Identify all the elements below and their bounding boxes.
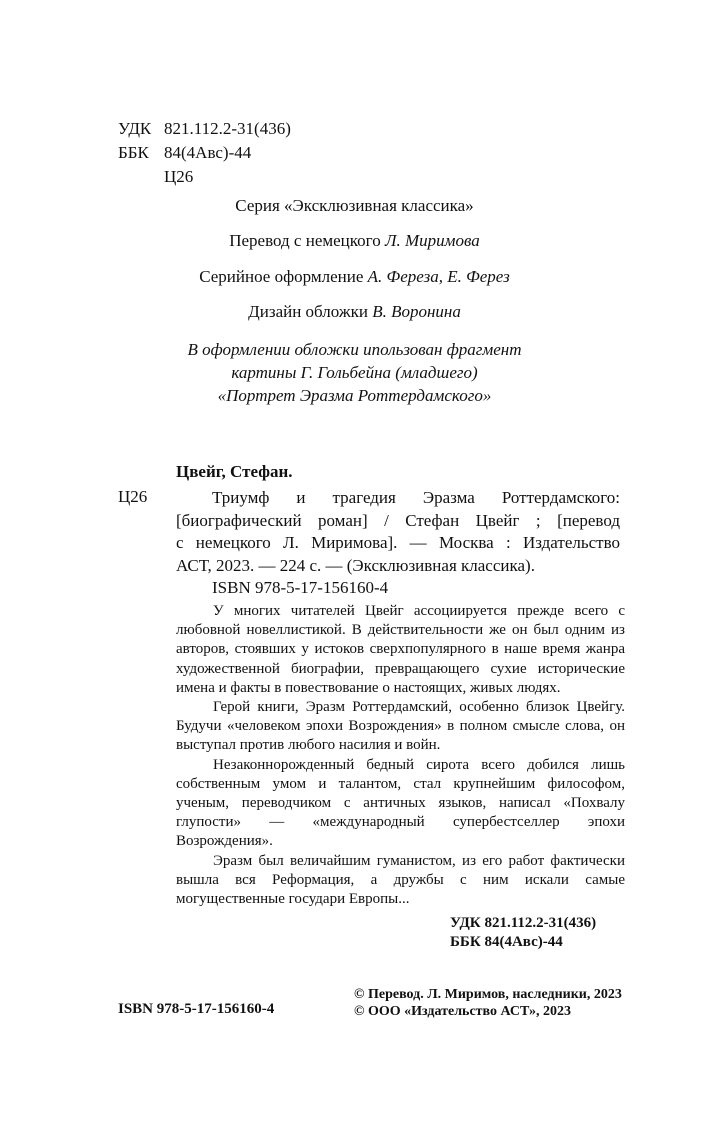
translator-name: Л. Миримова [384,231,480,250]
copyright-publisher: © ООО «Издательство АСТ», 2023 [354,1004,572,1019]
bibliographic-description: Триумф и трагедия Эразма Роттердамского: [биографический роман] / Стефан Цвейг ; [перевод с немецкого Л. Миримова]. — Москва : Издательство АСТ, 2023. — 224 с. — (Эксклюзивная классика). [176,488,620,575]
bbk-value: 84(4Авс)-44 [164,143,252,162]
cover-design-credit: Дизайн обложки В. Воронина [248,302,461,321]
annotation [176,602,625,909]
udk-label: УДК [118,119,152,138]
annotation-paragraph: У многих читателей Цвейг ассоциируется прежде всего с любовной новеллистикой. В действительности же он был одним из авторов, стоявших у истоков сверхпопулярного в наше время жанра художественной биографии, превращающего сухие исторические имена и факты в повествование о настоящих, живых людях. [176,603,625,696]
cover-note: В оформлении обложки ипользован фрагмент картины Г. Гольбейна (младшего) «Портрет Эразма Роттердамского» [187,340,522,405]
footer-bbk: ББК 84(4Авс)-44 [450,934,563,950]
copyright-translation: © Перевод. Л. Миримов, наследники, 2023 [354,987,622,1002]
translation-credit: Перевод с немецкого Л. Миримова [229,231,480,250]
copyright-block [354,986,622,1020]
bbk-row [118,141,291,165]
annotation-paragraph: Герой книги, Эразм Роттердамский, особенно близок Цвейгу. Будучи «человеком эпохи Возрождения» в полном смысле слова, он выступал против любого насилия и войн. [176,699,625,754]
footer-udk: УДК 821.112.2-31(436) [450,915,597,931]
author-heading: Цвейг, Стефан. [176,462,293,481]
series-line: Серия «Эксклюзивная классика» [235,196,474,215]
series-design-credit: Серийное оформление А. Фереза, Е. Ферез [199,267,510,286]
author-sign: Ц26 [164,167,194,186]
catalog-isbn: ISBN 978-5-17-156160-4 [212,578,389,597]
annotation-paragraph: Незаконнорожденный бедный сирота всего добился лишь собственным умом и талантом, стал крупнейшим философом, ученым, переводчиком с античных языков, написал «Похвалу глупости» — «международный супербестселлер эпохи Возрождения». [176,756,625,850]
catalog-author-sign: Ц26 [118,487,148,506]
classification-codes [118,117,291,189]
author-sign-row [118,165,291,189]
cover-designer-name: В. Воронина [372,302,461,321]
udk-row [118,117,291,141]
footer-codes [450,914,596,952]
series-designer-names: А. Фереза, Е. Ферез [367,267,510,286]
udk-value: 821.112.2-31(436) [164,119,291,138]
annotation-paragraph: Эразм был величайшим гуманистом, из его работ фактически вышла вся Реформация, а дружбы с ним искали самые могущественные государи Европы... [176,852,625,908]
footer-isbn: ISBN 978-5-17-156160-4 [118,1001,275,1017]
bbk-label: ББК [118,143,149,162]
